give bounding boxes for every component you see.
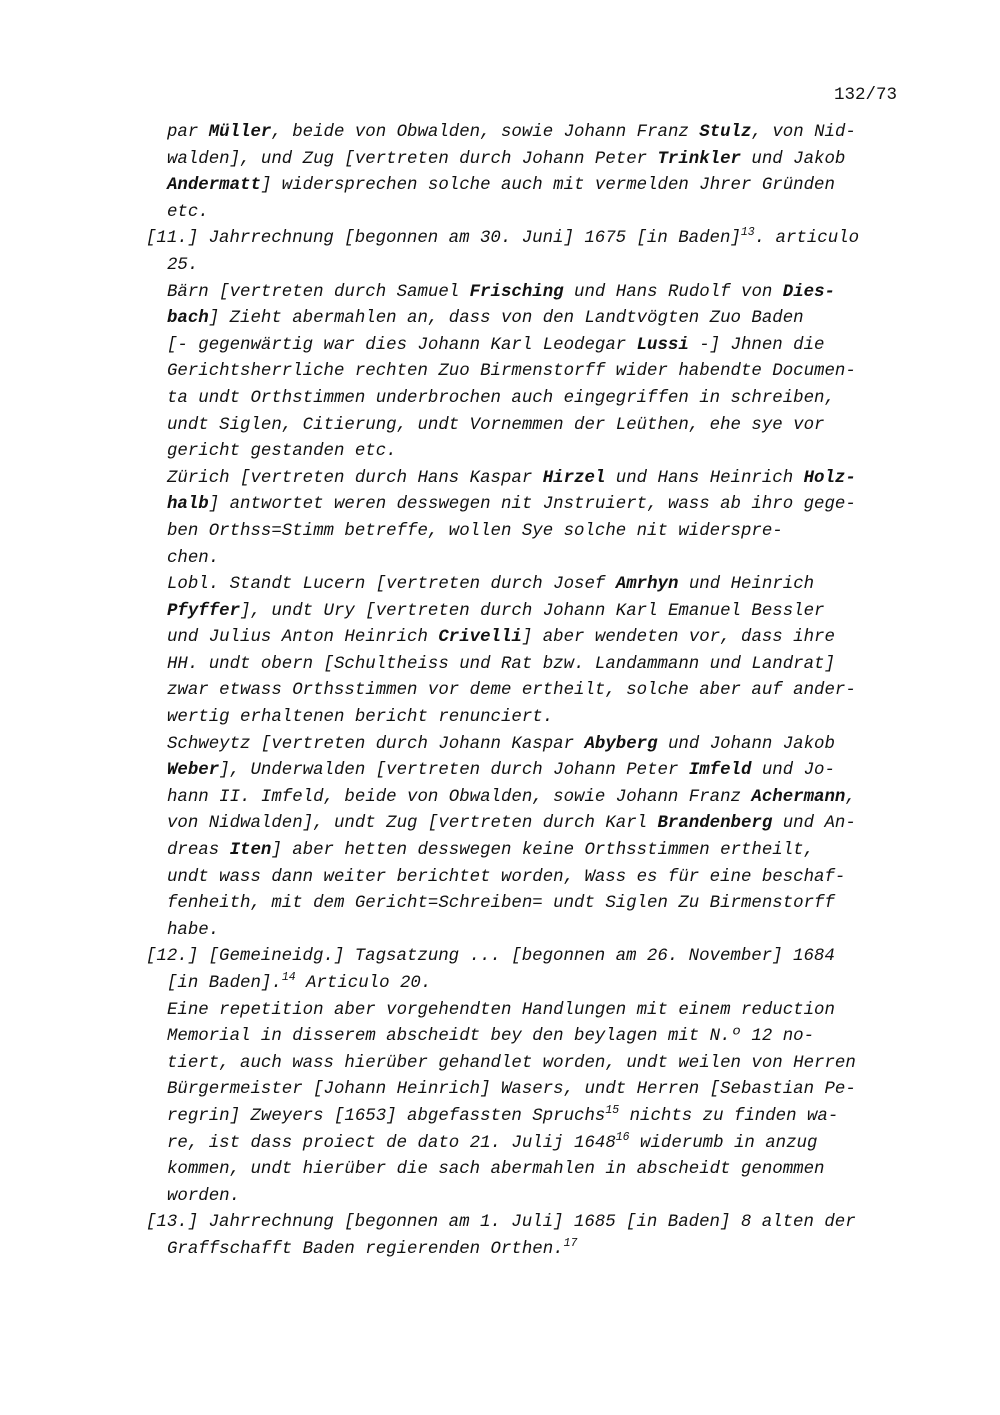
text-segment: Zürich [vertreten durch Hans Kaspar [167, 468, 543, 488]
text-segment: [in Baden]. [167, 974, 282, 993]
text-segment: wertig erhaltenen bericht renunciert. [167, 708, 554, 728]
text-line [146, 599, 926, 626]
text-line [146, 1024, 926, 1051]
text-line [146, 1051, 926, 1078]
text-line [146, 200, 926, 227]
text-segment: und Julius Anton Heinrich [167, 628, 439, 648]
text-line [146, 625, 926, 652]
text-line [146, 359, 926, 386]
text-segment: und Hans Heinrich [605, 468, 804, 488]
text-line [146, 732, 926, 759]
text-line [146, 758, 926, 785]
text-line [146, 147, 926, 174]
text-segment: Bürgermeister [Johann Heinrich] Wasers, undt Herren [Sebastian Pe- [167, 1080, 856, 1100]
text-segment: habe. [167, 920, 220, 940]
text-segment: [11.] Jahrrechnung [begonnen am 30. Juni] 1675 [in Baden] [146, 229, 741, 249]
footnote-ref: 15 [605, 1103, 620, 1117]
text-line [146, 226, 926, 253]
text-segment: ben Orthss=Stimm betreffe, wollen Sye solche nit widerspre- [167, 521, 783, 541]
text-segment: , [845, 787, 856, 807]
text-segment: [12.] [Gemeineidg.] Tagsatzung ... [begonnen am 26. November] 1684 [146, 947, 835, 967]
text-line [146, 253, 926, 280]
text-line [146, 546, 926, 573]
name-bold: halb [167, 495, 209, 515]
text-segment: par [167, 123, 209, 142]
name-bold: Holz- [803, 468, 856, 488]
text-segment: widerumb in anzug [629, 1133, 818, 1153]
name-bold: Achermann [751, 787, 846, 807]
name-bold: Crivelli [438, 628, 522, 648]
name-bold: Iten [229, 841, 272, 861]
text-line [146, 838, 926, 865]
name-bold: Brandenberg [657, 814, 773, 834]
text-segment: zwar etwass Orthsstimmen vor deme ertheilt, solche aber auf ander- [167, 681, 856, 701]
text-segment: 25. [167, 255, 199, 275]
footnote-ref: 13 [740, 226, 755, 240]
name-bold: Dies- [782, 282, 835, 302]
text-segment: walden], und Zug [vertreten durch Johann Peter [167, 149, 658, 169]
text-line [146, 998, 926, 1025]
text-segment: ] Zieht abermahlen an, dass von den Landtvögten Zuo Baden [208, 309, 804, 329]
text-line [146, 918, 926, 945]
text-segment: dreas [167, 841, 230, 861]
text-segment: -] Jhnen die [688, 335, 825, 355]
text-segment: Articulo 20. [295, 974, 432, 993]
text-line [146, 333, 926, 360]
text-segment: HH. undt obern [Schultheiss und Rat bzw. Landammann und Landrat] [167, 654, 835, 674]
text-segment: re, ist dass proiect de dato 21. Julij 1648 [167, 1133, 616, 1153]
text-segment: und Hans Rudolf von [563, 282, 783, 302]
text-segment: worden. [167, 1186, 241, 1206]
text-segment: Memorial in disserem abscheidt bey den beylagen mit N.º 12 no- [167, 1027, 815, 1047]
text-segment: . articulo [754, 229, 860, 249]
text-line [146, 678, 926, 705]
text-line [146, 1104, 926, 1131]
name-bold: Trinkler [657, 149, 741, 169]
footnote-ref: 16 [615, 1130, 630, 1144]
text-line [146, 413, 926, 440]
text-segment: ] antwortet weren desswegen nit Jnstruiert, wass ab ihro gege- [208, 495, 856, 515]
text-line [146, 492, 926, 519]
text-line [146, 705, 926, 732]
text-segment: tiert, auch wass hierüber gehandlet worden, undt weilen von Herren [167, 1053, 856, 1073]
text-segment: und An- [772, 814, 856, 834]
text-segment: regrin] Zweyers [1653] abgefassten Spruchs [167, 1106, 606, 1126]
text-segment: Gerichtsherrliche rechten Zuo Birmenstorff wider habendte Documen- [167, 362, 856, 382]
text-line [146, 1131, 926, 1158]
name-bold: Andermatt [167, 176, 261, 196]
text-segment: chen. [167, 548, 220, 568]
text-segment: ta undt Orthstimmen underbrochen auch eingegriffen in schreiben, [167, 388, 835, 408]
text-line [146, 572, 926, 599]
text-line [146, 971, 926, 998]
text-line [146, 1157, 926, 1184]
text-line [146, 865, 926, 892]
name-bold: Abyberg [584, 734, 658, 754]
text-segment: Eine repetition aber vorgehendten Handlungen mit einem reduction [167, 1000, 835, 1020]
text-segment: fenheith, mit dem Gericht=Schreiben= undt Siglen Zu Birmenstorff [167, 894, 835, 914]
text-segment: undt wass dann weiter berichtet worden, Wass es für eine beschaf- [167, 867, 846, 887]
text-segment: ] widersprechen solche auch mit vermelden Jhrer Gründen [260, 176, 835, 196]
name-bold: Hirzel [542, 468, 606, 488]
text-line [146, 386, 926, 413]
body-text [146, 120, 926, 1264]
text-segment: etc. [167, 202, 209, 222]
text-line [146, 1077, 926, 1104]
text-line [146, 439, 926, 466]
text-line [146, 652, 926, 679]
page-number: 132/73 [834, 85, 898, 105]
text-line [146, 120, 926, 147]
text-segment: Lobl. Standt Lucern [vertreten durch Josef [167, 575, 616, 595]
text-line [146, 306, 926, 333]
text-segment: gericht gestanden etc. [167, 442, 397, 462]
text-segment: ] aber wendeten vor, dass ihre [521, 628, 835, 648]
text-segment: undt Siglen, Citierung, undt Vornemmen der Leüthen, ehe sye vor [167, 415, 825, 435]
name-bold: Frisching [469, 282, 564, 302]
name-bold: Stulz [699, 123, 752, 142]
text-segment: nichts zu finden wa- [619, 1106, 839, 1126]
text-line [146, 1184, 926, 1211]
text-line [146, 280, 926, 307]
text-line [146, 944, 926, 971]
text-line [146, 173, 926, 200]
text-line [146, 466, 926, 493]
text-line [146, 891, 926, 918]
text-segment: [- gegenwärtig war dies Johann Karl Leodegar [167, 335, 637, 355]
text-line [146, 519, 926, 546]
text-segment: ], Underwalden [vertreten durch Johann Peter [219, 761, 689, 781]
text-line [146, 785, 926, 812]
name-bold: Imfeld [688, 761, 752, 781]
text-segment: und Jo- [751, 761, 835, 781]
text-segment: ] aber hetten desswegen keine Orthsstimmen ertheilt, [271, 841, 815, 861]
name-bold: Pfyffer [167, 601, 241, 621]
name-bold: Lussi [636, 335, 689, 355]
text-segment: Graffschafft Baden regierenden Orthen. [167, 1239, 564, 1259]
text-segment: hann II. Imfeld, beide von Obwalden, sowie Johann Franz [167, 787, 752, 807]
text-segment: und Johann Jakob [657, 734, 835, 754]
text-segment: , von Nid- [751, 123, 856, 142]
text-line [146, 1237, 926, 1264]
name-bold: Amrhyn [615, 575, 679, 595]
text-segment: , beide von Obwalden, sowie Johann Franz [271, 123, 700, 142]
text-segment: [13.] Jahrrechnung [begonnen am 1. Juli] 1685 [in Baden] 8 alten der [146, 1213, 856, 1233]
name-bold: Müller [208, 123, 272, 142]
footnote-ref: 14 [281, 971, 296, 984]
text-line [146, 1210, 926, 1237]
text-segment: von Nidwalden], undt Zug [vertreten durch Karl [167, 814, 658, 834]
text-line [146, 811, 926, 838]
text-segment: ], undt Ury [vertreten durch Johann Karl Emanuel Bessler [240, 601, 825, 621]
text-segment: Schweytz [vertreten durch Johann Kaspar [167, 734, 585, 754]
text-segment: und Heinrich [678, 575, 815, 595]
name-bold: Weber [167, 761, 220, 781]
text-segment: und Jakob [741, 149, 846, 169]
footnote-ref: 17 [563, 1236, 578, 1250]
text-segment: kommen, undt hierüber die sach abermahlen in abscheidt genommen [167, 1160, 825, 1180]
text-segment: Bärn [vertreten durch Samuel [167, 282, 470, 302]
name-bold: bach [167, 309, 209, 329]
